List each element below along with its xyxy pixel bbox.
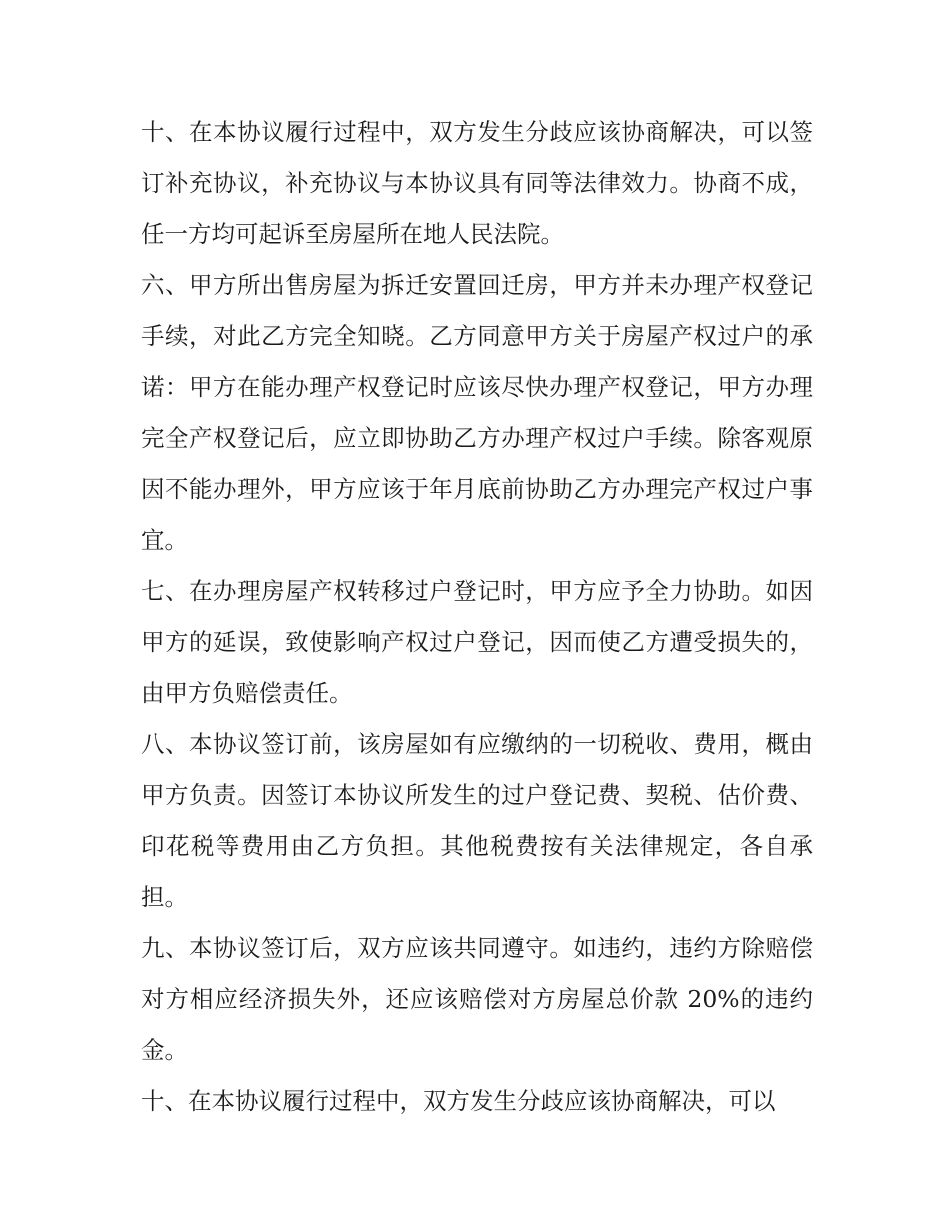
clause-8-paragraph: 八、本协议签订前，该房屋如有应缴纳的一切税收、费用，概由甲方负责。因签订本协议所发生的过户登记费、契税、估价费、印花税等费用由乙方负担。其他税费按有关法律规定，各自承担。 [141, 730, 813, 911]
clause-9-paragraph: 九、本协议签订后，双方应该共同遵守。如违约，违约方除赔偿对方相应经济损失外，还应该赔偿对方房屋总价款 20%的违约金。 [141, 934, 813, 1064]
clause-6-paragraph: 六、甲方所出售房屋为拆迁安置回迁房，甲方并未办理产权登记手续，对此乙方完全知晓。乙方同意甲方关于房屋产权过户的承诺：甲方在能办理产权登记时应该尽快办理产权登记，甲方办理完全产权登记后，应立即协助乙方办理产权过户手续。除客观原因不能办理外，甲方应该于年月底前协助乙方办理完产权过户事宜。 [141, 271, 813, 554]
clause-10-paragraph: 十、在本协议履行过程中，双方发生分歧应该协商解决，可以签订补充协议，补充协议与本协议具有同等法律效力。协商不成，任一方均可起诉至房屋所在地人民法院。 [141, 118, 813, 248]
document-body [141, 107, 813, 1127]
clause-10-continued-paragraph: 十、在本协议履行过程中，双方发生分歧应该协商解决，可以 [141, 1087, 776, 1115]
clause-7-paragraph: 七、在办理房屋产权转移过户登记时，甲方应予全力协助。如因甲方的延误，致使影响产权过户登记，因而使乙方遭受损失的，由甲方负赔偿责任。 [141, 577, 813, 707]
